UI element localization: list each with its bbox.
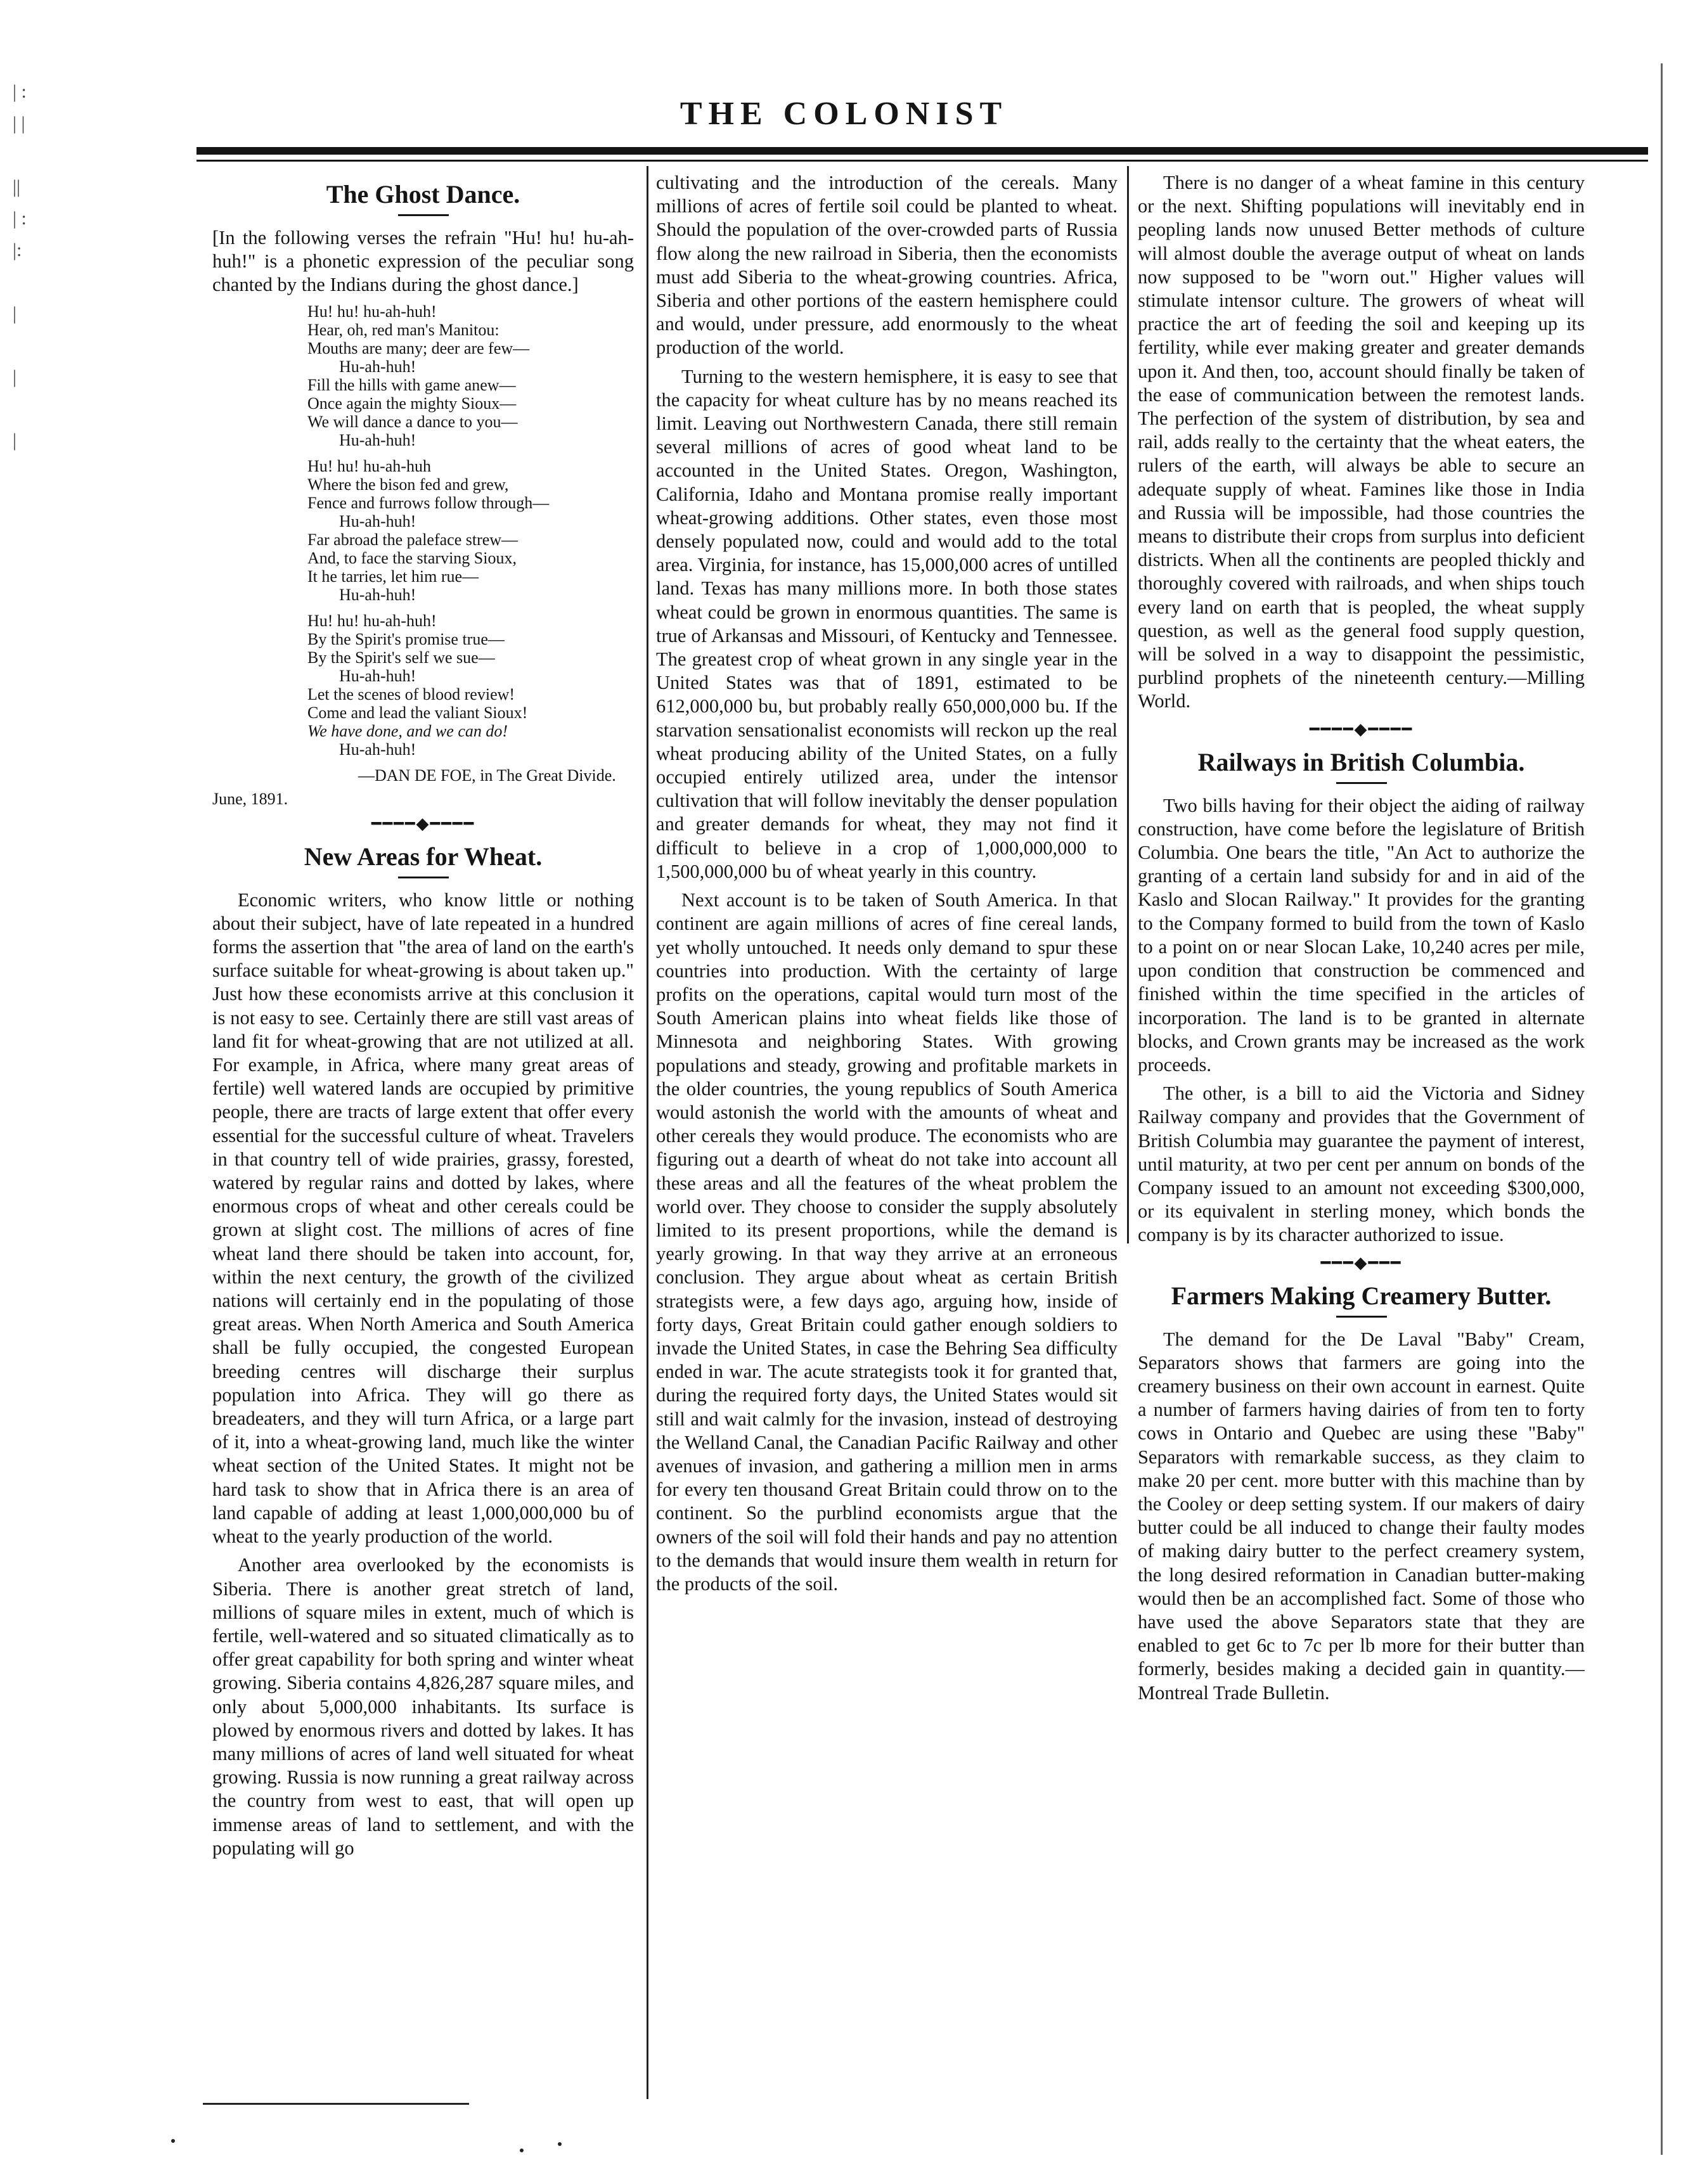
poem-line: By the Spirit's promise true—: [307, 629, 505, 648]
poem-line: We have done, and we can do!: [307, 721, 508, 740]
column-divider-right: [1127, 166, 1129, 1243]
poem-line: Once again the mighty Sioux—: [307, 394, 517, 413]
column-divider-left: [647, 166, 648, 2099]
paragraph: Turning to the western hemisphere, it is easy to see that the capacity for wheat culture has by no means reached its limit. Leaving out Northwestern Canada, there still remain several millions of acres of good wheat land to be accounted in the United States. Oregon, Washington, California, Idaho and Montana promise really important wheat-growing additions. Other states, even those most densely populated now, could and would add to the total area. Virginia, for instance, has 15,000,000 acres of untilled land. Texas has many millions more. In both those states wheat could be grown in enormous quantities. The same is true of Arkansas and Missouri, of Kentucky and Tennessee. The greatest crop of wheat grown in any single year in the United States was that of 1891, estimated to be 612,000,000 bu, but probably really 650,000,000 bu. If the starvation sensationalist economists will reckon up the real wheat producing ability of the United States, on a fully occupied entirely utilized area, under the intensor cultivation that will follow inevitably the denser population and greater demands for wheat, they may not find it difficult to believe in a crop of 1,000,000,000 to 1,500,000,000 bu of wheat yearly in this country.: [656, 365, 1118, 882]
print-speck: [171, 2139, 175, 2143]
heading-rule: [1336, 1316, 1387, 1318]
paragraph: Next account is to be taken of South America. In that continent are again millions of acres of fine cereal lands, yet wholly untouched. It needs only demand to spur these countries into production. With the certainty of large profits on the operations, capital would turn most of the South American plains into wheat fields like those of Minnesota and neighboring States. With growing populations and steady, growing and profitable markets in the older countries, the young republics of South America would astonish the world with the amounts of wheat and other cereals they would produce. The economists who are figuring out a dearth of wheat do not take into account all these areas and all the features of the wheat problem the world over. They choose to consider the supply absolutely limited to its present proportions, while the demand is yearly growing. In that way they arrive at an erroneous conclusion. They argue about wheat as certain British strategists were, a few days ago, arguing how, inside of forty days, Great Britain could gather enough soldiers to invade the United States, in case the Behring Sea difficulty ended in war. The acute strategists took it for granted that, during the required forty days, the United States would sit still and wait calmly for the invasion, instead of destroying the Welland Canal, the Canadian Pacific Railway and other avenues of invasion, and gathering a million men in arms for every ten thousand Great Britain could throw on to the continent. So the purblind economists argue that the owners of the soil will fold their hands and pay no attention to the demands that would insure them wealth in return for the products of the soil.: [656, 889, 1118, 1595]
poem-line: Hu-ah-huh!: [339, 740, 416, 759]
poem-line: Fence and furrows follow through—: [307, 493, 550, 512]
paragraph: There is no danger of a wheat famine in this century or the next. Shifting populations will inevitably end in peopling lands now unused Better methods of culture will almost double the average output of wheat on lands now supposed to be "worn out." Higher values will stimulate intensor culture. The growers of wheat will practice the art of feeding the soil and keeping up its fertility, while ever making greater and greater demands upon it. And then, too, account should finally be taken of the ease of communication between the remotest lands. The perfection of the system of distribution, by sea and rail, adds really to the certainty that the wheat eaters, the rulers of the earth, will always be able to secure an adequate supply of wheat. Famines like those in India and Russia will be impossible, had those countries the means to distribute their crops from surplus into deficient districts. When all the continents are peopled thickly and thoroughly covered with railroads, and when ships touch every land on earth that is peopled, the wheat supply question, as well as the general food supply question, will be solved in a way to disappoint the pessimistic, purblind prophets of the nineteenth century.—Milling World.: [1138, 172, 1585, 712]
heading-rule: [398, 877, 449, 878]
poem-line: Hu-ah-huh!: [339, 357, 416, 376]
poem-line: We will dance a dance to you—: [307, 412, 518, 431]
section-ornament: ━━━━◆━━━━: [1309, 719, 1414, 738]
poem-line: Hu! hu! hu-ah-huh!: [307, 302, 437, 321]
margin-marks: | : | | || | : |: | | |: [13, 81, 27, 451]
section-ornament: ━━━━◆━━━━: [371, 814, 475, 833]
poem-line: Hu-ah-huh!: [339, 430, 416, 449]
print-speck: [520, 2149, 524, 2152]
column-right: [1138, 171, 1585, 2110]
column-left: [212, 171, 634, 2110]
poem-line: Hu-ah-huh!: [339, 585, 416, 604]
poem-line: Hu-ah-huh!: [339, 666, 416, 685]
masthead: THE COLONIST: [680, 96, 1008, 132]
poem-line: Where the bison fed and grew,: [307, 475, 509, 494]
heading-new-areas-for-wheat: New Areas for Wheat.: [304, 842, 543, 871]
masthead-rule-thick: [197, 147, 1648, 155]
heading-ghost-dance: The Ghost Dance.: [326, 180, 520, 209]
poem-line: Fill the hills with game anew—: [307, 375, 516, 394]
page-edge: [1661, 63, 1663, 2155]
poem-line: Come and lead the valiant Sioux!: [307, 703, 528, 722]
paragraph: Two bills having for their object the aiding of railway construction, have come before the legislature of British Columbia. One bears the title, "An Act to authorize the granting of a certain land subsidy for and in aid of the Kaslo and Slocan Railway." It provides for the granting to the Company formed to build from the town of Kaslo to a point on or near Slocan Lake, 10,240 acres per mile, upon condition that construction be commenced and finished within the time specified in the articles of incorporation. The land is to be granted in alternate blocks, and Crown grants may be increased as the work proceeds.: [1138, 794, 1585, 1076]
heading-farmers-creamery-butter: Farmers Making Creamery Butter.: [1171, 1281, 1552, 1310]
poem-credit: —DAN DE FOE, in The Great Divide.: [358, 766, 616, 785]
poem-date: June, 1891.: [212, 789, 288, 808]
paragraph: cultivating and the introduction of the cereals. Many millions of acres of fertile soil could be planted to wheat. Should the population of the over-crowded parts of Russia flow along the new railroad in Siberia, then the economists must add Siberia to the wheat-growing countries. Africa, Siberia and other portions of the eastern hemisphere could and would, under pressure, add enormously to the wheat production of the world.: [656, 172, 1118, 359]
ghost-dance-intro: [In the following verses the refrain "Hu! hu! hu-ah-huh!" is a phonetic expression of the peculiar song chanted by the Indians during the ghost dance.]: [212, 227, 634, 296]
poem-line: And, to face the starving Sioux,: [307, 548, 517, 567]
paragraph: Economic writers, who know little or nothing about their subject, have of late repeated in a hundred forms the assertion that "the area of land on the earth's surface suitable for wheat-growing is about taken up." Just how these economists arrive at this conclusion it is not easy to see. Certainly there are still vast areas of land fit for wheat-growing that are not utilized at all. For example, in Africa, where many great areas of fertile) well watered lands are occupied by primitive people, there are tracts of large extent that offer every essential for the successful culture of wheat. Travelers in that country tell of wide prairies, grassy, forested, watered by regular rains and dotted by lakes, where enormous crops of wheat and other cereals could be grown at slight cost. The millions of acres of fine wheat land there should be taken into account, for, within the next century, the growth of the civilized nations will certainly end in the populating of those great areas. When North America and South America shall be fully occupied, the congested European breeding centres will discharge their surplus population into Africa. They will go there as breadeaters, and they will turn Africa, or a large part of it, into a wheat-growing land, much like the winter wheat section of the United States. It might not be hard task to show that in Africa there is an area of land capable of adding at least 1,000,000,000 bu of wheat to the yearly production of the world.: [212, 889, 634, 1548]
poem-line: Mouths are many; deer are few—: [307, 338, 530, 357]
ghost-dance-poem: [307, 302, 634, 759]
heading-rule: [1336, 782, 1387, 784]
poem-line: It he tarries, let him rue—: [307, 567, 479, 586]
poem-line: Let the scenes of blood review!: [307, 684, 515, 703]
masthead-rule-thin: [197, 160, 1648, 162]
poem-line: By the Spirit's self we sue—: [307, 648, 495, 667]
poem-line: Hu! hu! hu-ah-huh: [307, 456, 431, 475]
paragraph: The other, is a bill to aid the Victoria and Sidney Railway company and provides that the Government of British Columbia may guarantee the payment of interest, until maturity, at two per cent per annum on bonds of the Company issued to an amount not exceeding $300,000, or its equivalent in sterling money, which bonds the company is by its character authorized to issue.: [1138, 1082, 1585, 1246]
paragraph: The demand for the De Laval "Baby" Cream, Separators shows that farmers are going into the creamery business on their own account in earnest. Quite a number of farmers having dairies of from ten to forty cows in Ontario and Quebec are using these "Baby" Separators with remarkable success, as they claim to make 20 per cent. more butter with this machine than by the Cooley or deep setting system. If our makers of dairy butter could be all induced to change their faulty modes of making dairy butter to the perfect creamery system, the long desired reformation in Canadian butter-making would then be an accomplished fact. Some of those who have used the above Separators state that they are enabled to get 6c to 7c per lb more for their butter than formerly, besides making a decided gain in quantity.—Montreal Trade Bulletin.: [1138, 1328, 1585, 1704]
heading-rule: [398, 214, 449, 216]
poem-stanza-1: [307, 302, 634, 449]
poem-stanza-2: [307, 457, 634, 604]
heading-railways-british-columbia: Railways in British Columbia.: [1197, 747, 1525, 776]
paragraph: Another area overlooked by the economists is Siberia. There is another great stretch of land, millions of square miles in extent, much of which is fertile, well-watered and so situated climatically as to offer great capability for both spring and winter wheat growing. Siberia contains 4,826,287 square miles, and only about 5,000,000 inhabitants. Its surface is plowed by enormous rivers and dotted by lakes. It has many millions of acres of land well situated for wheat growing. Russia is now running a great railway across the country from west to east, that will open up immense areas of land to settlement, and with the populating will go: [212, 1554, 634, 1859]
poem-stanza-3: [307, 612, 634, 759]
column-middle: [656, 171, 1118, 2110]
print-speck: [558, 2142, 562, 2146]
poem-line: Hu-ah-huh!: [339, 511, 416, 530]
section-ornament: ━━━◆━━━: [1320, 1253, 1402, 1272]
poem-line: Far abroad the paleface strew—: [307, 530, 519, 549]
poem-line: Hu! hu! hu-ah-huh!: [307, 611, 437, 630]
poem-line: Hear, oh, red man's Manitou:: [307, 320, 499, 339]
footer-rule: [203, 2103, 469, 2105]
